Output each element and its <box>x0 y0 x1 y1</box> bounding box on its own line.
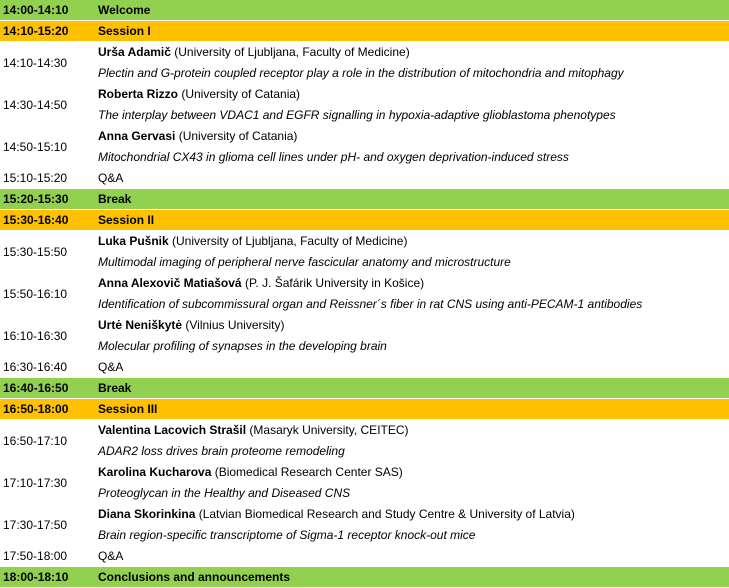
time-cell: 16:30-16:40 <box>0 357 95 378</box>
time-cell: 16:50-17:10 <box>0 420 95 462</box>
time-cell: 16:40-16:50 <box>0 378 95 399</box>
talk-title: Multimodal imaging of peripheral nerve fascicular anatomy and microstructure <box>95 252 729 273</box>
session-header-row <box>0 399 729 420</box>
speaker-cell <box>95 315 729 336</box>
talk-row <box>0 84 729 105</box>
speaker-name: Urtė Neniškytė <box>98 318 183 332</box>
speaker-affiliation: (Masaryk University, CEITEC) <box>246 423 409 437</box>
talk-title-row <box>0 294 729 315</box>
speaker-cell <box>95 42 729 63</box>
block-row <box>0 567 729 588</box>
time-cell: 15:20-15:30 <box>0 189 95 210</box>
speaker-cell <box>95 462 729 483</box>
talk-title: Mitochondrial CX43 in glioma cell lines under pH- and oxygen deprivation-induced stress <box>95 147 729 168</box>
time-cell: 14:10-15:20 <box>0 21 95 42</box>
speaker-name: Urša Adamič <box>98 45 171 59</box>
speaker-affiliation: (University of Ljubljana, Faculty of Medicine) <box>168 234 408 248</box>
talk-title: Molecular profiling of synapses in the developing brain <box>95 336 729 357</box>
talk-title: The interplay between VDAC1 and EGFR signalling in hypoxia-adaptive glioblastoma phenotypes <box>95 105 729 126</box>
speaker-cell <box>95 126 729 147</box>
time-cell: 14:30-14:50 <box>0 84 95 126</box>
qa-row <box>0 168 729 189</box>
time-cell: 15:30-16:40 <box>0 210 95 231</box>
time-cell: 14:50-15:10 <box>0 126 95 168</box>
talk-title-row <box>0 105 729 126</box>
speaker-cell <box>95 420 729 441</box>
block-row <box>0 378 729 399</box>
block-label: Session II <box>95 210 729 231</box>
time-cell: 17:30-17:50 <box>0 504 95 546</box>
talk-row <box>0 42 729 63</box>
talk-row <box>0 273 729 294</box>
qa-label: Q&A <box>95 168 729 189</box>
speaker-affiliation: (Latvian Biomedical Research and Study Centre & University of Latvia) <box>195 507 575 521</box>
time-cell: 14:10-14:30 <box>0 42 95 84</box>
talk-title: Plectin and G-protein coupled receptor play a role in the distribution of mitochondria and mitophagy <box>95 63 729 84</box>
speaker-cell <box>95 231 729 252</box>
time-cell: 15:10-15:20 <box>0 168 95 189</box>
time-cell: 16:10-16:30 <box>0 315 95 357</box>
talk-title-row <box>0 483 729 504</box>
speaker-affiliation: (University of Catania) <box>178 87 301 101</box>
talk-title: Identification of subcommissural organ and Reissner´s fiber in rat CNS using anti-PECAM-1 antibodies <box>95 294 729 315</box>
talk-row <box>0 420 729 441</box>
qa-label: Q&A <box>95 357 729 378</box>
speaker-cell <box>95 504 729 525</box>
speaker-affiliation: (Vilnius University) <box>182 318 285 332</box>
speaker-name: Roberta Rizzo <box>98 87 179 101</box>
speaker-name: Valentina Lacovich Strašil <box>98 423 247 437</box>
speaker-name: Karolina Kucharova <box>98 465 212 479</box>
block-label: Conclusions and announcements <box>95 567 729 588</box>
block-row <box>0 0 729 21</box>
block-label: Welcome <box>95 0 729 21</box>
talk-title-row <box>0 63 729 84</box>
session-header-row <box>0 21 729 42</box>
talk-title: Proteoglycan in the Healthy and Diseased CNS <box>95 483 729 504</box>
time-cell: 15:50-16:10 <box>0 273 95 315</box>
speaker-affiliation: (Biomedical Research Center SAS) <box>211 465 403 479</box>
speaker-name: Luka Pušnik <box>98 234 169 248</box>
talk-row <box>0 231 729 252</box>
block-label: Session I <box>95 21 729 42</box>
speaker-name: Anna Gervasi <box>98 129 176 143</box>
qa-row <box>0 357 729 378</box>
block-label: Break <box>95 189 729 210</box>
time-cell: 15:30-15:50 <box>0 231 95 273</box>
block-row <box>0 189 729 210</box>
qa-label: Q&A <box>95 546 729 567</box>
talk-row <box>0 315 729 336</box>
speaker-cell <box>95 84 729 105</box>
talk-row <box>0 126 729 147</box>
session-header-row <box>0 210 729 231</box>
talk-title-row <box>0 147 729 168</box>
qa-row <box>0 546 729 567</box>
speaker-cell <box>95 273 729 294</box>
talk-title-row <box>0 252 729 273</box>
talk-row <box>0 504 729 525</box>
speaker-affiliation: (University of Catania) <box>175 129 298 143</box>
time-cell: 16:50-18:00 <box>0 399 95 420</box>
talk-title-row <box>0 336 729 357</box>
talk-row <box>0 462 729 483</box>
talk-title-row <box>0 441 729 462</box>
time-cell: 18:00-18:10 <box>0 567 95 588</box>
time-cell: 17:10-17:30 <box>0 462 95 504</box>
block-label: Break <box>95 378 729 399</box>
talk-title: Brain region-specific transcriptome of Sigma-1 receptor knock-out mice <box>95 525 729 546</box>
talk-title-row <box>0 525 729 546</box>
speaker-affiliation: (P. J. Šafárik University in Košice) <box>241 276 425 290</box>
speaker-name: Diana Skorinkina <box>98 507 196 521</box>
time-cell: 17:50-18:00 <box>0 546 95 567</box>
speaker-affiliation: (University of Ljubljana, Faculty of Medicine) <box>170 45 410 59</box>
time-cell: 14:00-14:10 <box>0 0 95 21</box>
block-label: Session III <box>95 399 729 420</box>
talk-title: ADAR2 loss drives brain proteome remodeling <box>95 441 729 462</box>
speaker-name: Anna Alexovič Matiašová <box>98 276 242 290</box>
